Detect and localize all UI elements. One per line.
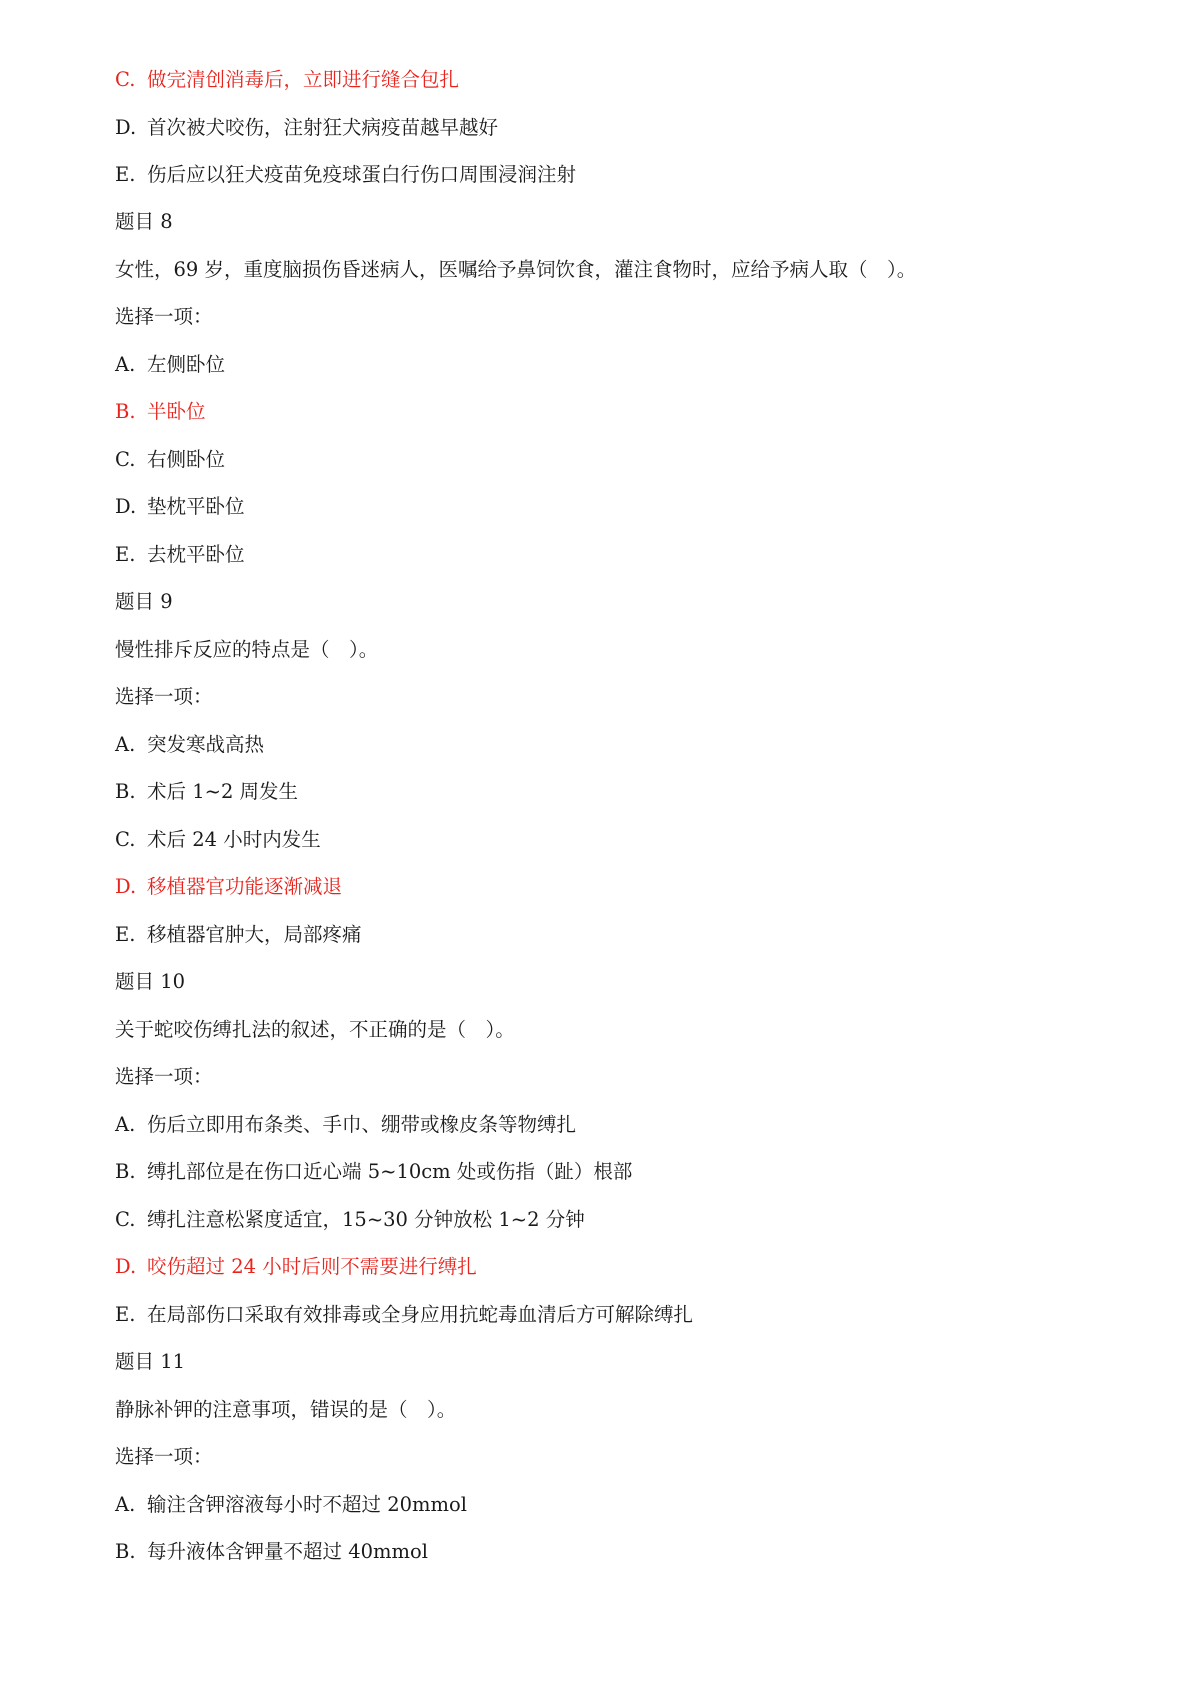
option-label: D.	[115, 1255, 137, 1278]
option-text: 移植器官肿大，局部疼痛	[147, 923, 362, 946]
option-label: C.	[115, 448, 136, 471]
q9-option-e	[115, 921, 362, 949]
option-text: 缚扎部位是在伤口近心端 5~10cm 处或伤指（趾）根部	[147, 1160, 633, 1183]
option-text: 咬伤超过 24 小时后则不需要进行缚扎	[147, 1255, 477, 1278]
option-label: E.	[115, 163, 136, 186]
option-label: B.	[115, 780, 136, 803]
q10-option-e	[115, 1301, 693, 1329]
option-label: B.	[115, 1160, 136, 1183]
option-text: 移植器官功能逐渐减退	[147, 875, 343, 898]
option-label: E.	[115, 543, 136, 566]
option-text: 做完清创消毒后，立即进行缝合包扎	[147, 68, 460, 91]
q9-option-a	[115, 731, 264, 759]
option-text: 缚扎注意松紧度适宜，15~30 分钟放松 1~2 分钟	[147, 1208, 585, 1231]
option-label: C.	[115, 1208, 136, 1231]
option-label: A.	[115, 733, 136, 756]
option-label: E.	[115, 1303, 136, 1326]
option-label: B.	[115, 1540, 136, 1563]
q9-instruction: 选择一项：	[115, 685, 213, 708]
option-text: 右侧卧位	[147, 448, 226, 471]
q7-option-c	[115, 66, 459, 94]
option-text: 伤后应以狂犬疫苗免疫球蛋白行伤口周围浸润注射	[147, 163, 577, 186]
q8-option-d	[115, 493, 245, 521]
option-label: D.	[115, 495, 137, 518]
q8-stem: 女性，69 岁，重度脑损伤昏迷病人，医嘱给予鼻饲饮食，灌注食物时，应给予病人取（ ）。	[115, 258, 917, 281]
q8-heading: 题目 8	[115, 210, 173, 233]
q9-option-c	[115, 826, 321, 854]
option-text: 去枕平卧位	[147, 543, 245, 566]
option-label: A.	[115, 353, 136, 376]
option-label: B.	[115, 400, 136, 423]
q11-option-b	[115, 1538, 428, 1566]
option-text: 首次被犬咬伤，注射狂犬病疫苗越早越好	[147, 116, 499, 139]
option-text: 输注含钾溶液每小时不超过 20mmol	[147, 1493, 467, 1516]
option-text: 在局部伤口采取有效排毒或全身应用抗蛇毒血清后方可解除缚扎	[147, 1303, 694, 1326]
q11-instruction: 选择一项：	[115, 1445, 213, 1468]
q9-stem: 慢性排斥反应的特点是（ ）。	[115, 638, 379, 661]
option-label: A.	[115, 1493, 136, 1516]
q9-option-b	[115, 778, 298, 806]
option-text: 伤后立即用布条类、手巾、绷带或橡皮条等物缚扎	[147, 1113, 577, 1136]
q8-option-e	[115, 541, 245, 569]
option-text: 半卧位	[147, 400, 206, 423]
q11-heading: 题目 11	[115, 1350, 186, 1373]
option-label: A.	[115, 1113, 136, 1136]
q10-option-a	[115, 1111, 576, 1139]
q10-option-b	[115, 1158, 632, 1186]
option-label: D.	[115, 875, 137, 898]
q8-option-a	[115, 351, 225, 379]
q10-instruction: 选择一项：	[115, 1065, 213, 1088]
q11-option-a	[115, 1491, 467, 1519]
q7-option-d	[115, 114, 498, 142]
q10-option-c	[115, 1206, 585, 1234]
option-label: C.	[115, 828, 136, 851]
option-text: 每升液体含钾量不超过 40mmol	[147, 1540, 428, 1563]
q9-option-d	[115, 873, 342, 901]
option-text: 垫枕平卧位	[147, 495, 245, 518]
q10-heading: 题目 10	[115, 970, 186, 993]
option-text: 突发寒战高热	[147, 733, 265, 756]
option-text: 术后 1~2 周发生	[147, 780, 299, 803]
q9-heading: 题目 9	[115, 590, 173, 613]
option-text: 左侧卧位	[147, 353, 226, 376]
q8-option-b	[115, 398, 206, 426]
option-text: 术后 24 小时内发生	[147, 828, 321, 851]
q7-option-e	[115, 161, 576, 189]
q8-instruction: 选择一项：	[115, 305, 213, 328]
option-label: E.	[115, 923, 136, 946]
q11-stem: 静脉补钾的注意事项，错误的是（ ）。	[115, 1398, 457, 1421]
q8-option-c	[115, 446, 225, 474]
q10-option-d	[115, 1253, 477, 1281]
q10-stem: 关于蛇咬伤缚扎法的叙述，不正确的是（ ）。	[115, 1018, 515, 1041]
option-label: D.	[115, 116, 137, 139]
option-label: C.	[115, 68, 136, 91]
